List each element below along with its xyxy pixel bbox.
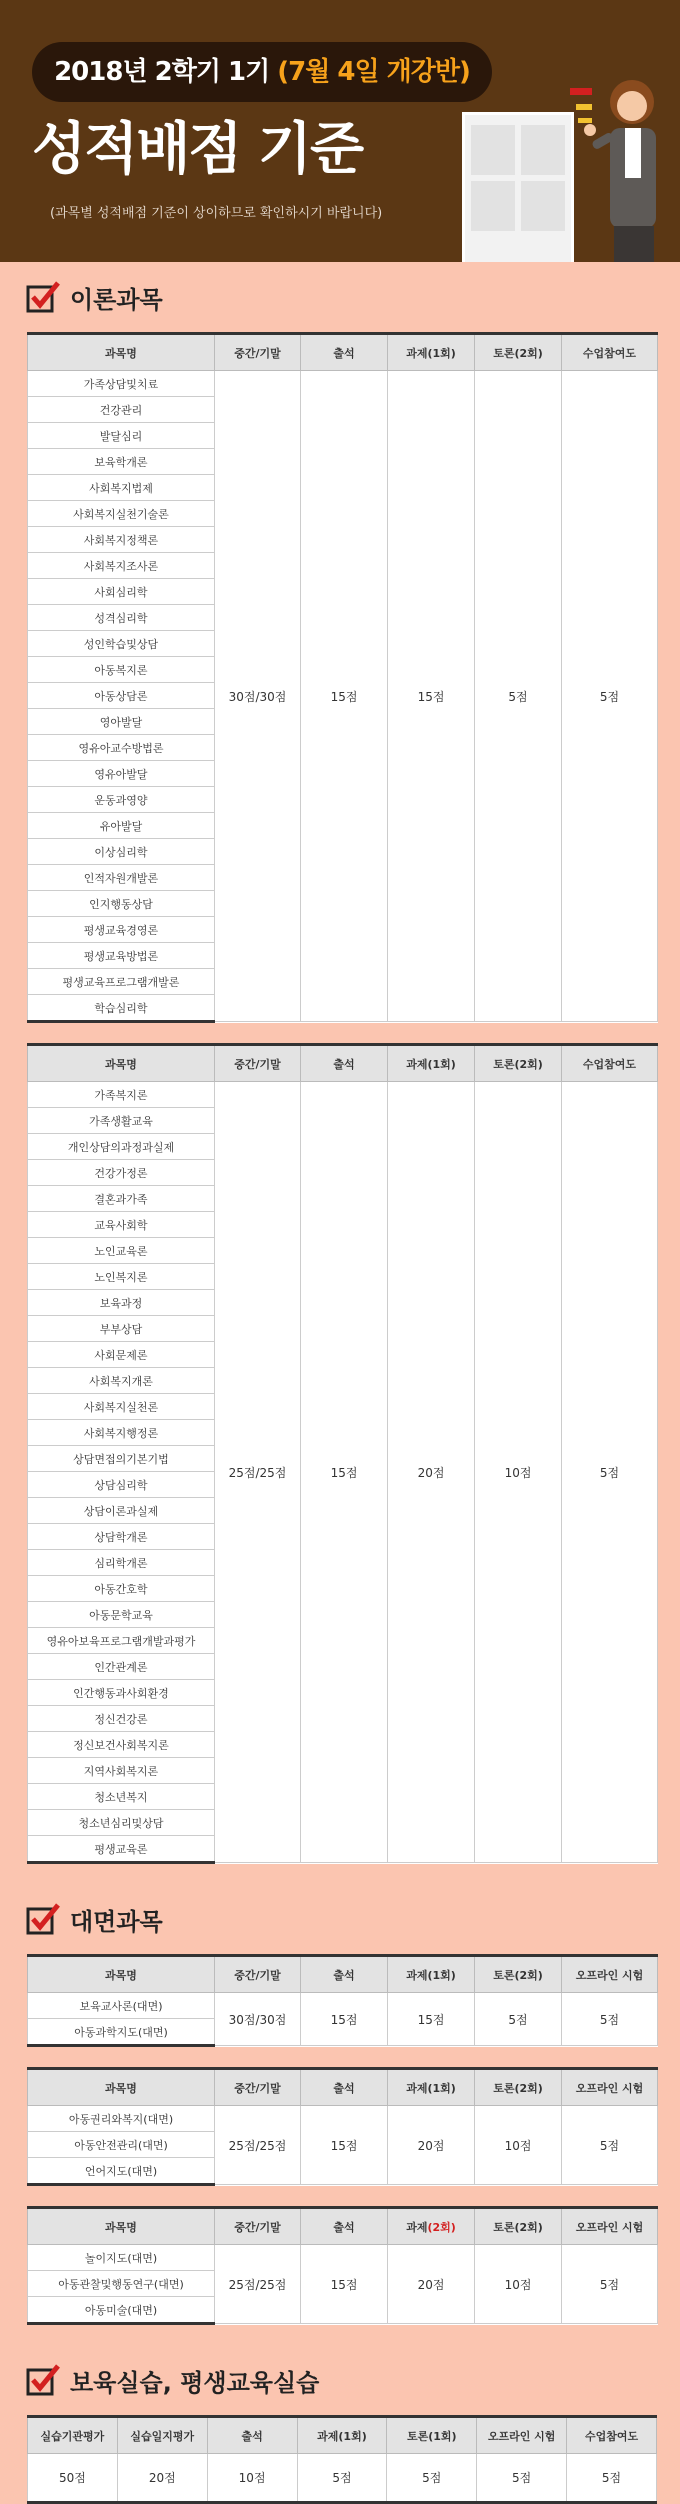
score-value: 5점 [387,2454,477,2503]
col-assignment-label: 과제 [406,2220,428,2234]
col-assignment-count: (2회) [427,2220,456,2234]
score-value: 15점 [301,1993,388,2046]
subject-name: 심리학개론 [28,1550,215,1576]
subject-name: 보육과정 [28,1290,215,1316]
score-value: 20점 [388,1082,475,1863]
score-value: 5점 [475,371,562,1022]
subject-name: 사회복지개론 [28,1368,215,1394]
score-value: 20점 [388,2106,475,2185]
subject-name: 개인상담의과정과실제 [28,1134,215,1160]
page-subtitle: (과목별 성적배점 기준이 상이하므로 확인하시기 바랍니다) [50,206,383,221]
score-value: 5점 [562,1993,658,2046]
col-subject: 과목명 [28,1956,215,1993]
col-attendance: 출석 [301,1956,388,1993]
subject-name: 언어지도(대면) [28,2158,215,2185]
practice-col: 출석 [207,2417,297,2454]
practice-col: 과제(1회) [297,2417,387,2454]
subject-name: 청소년복지 [28,1784,215,1810]
inperson-table-1 [27,1954,658,2047]
subject-name: 가족복지론 [28,1082,215,1108]
subject-name: 건강관리 [28,397,215,423]
subject-name: 인간행동과사회환경 [28,1680,215,1706]
hero-banner [0,0,680,262]
col-subject: 과목명 [28,2069,215,2106]
col-last: 오프라인 시험 [562,1956,658,1993]
whiteboard-illustration [462,112,574,262]
subject-name: 유아발달 [28,813,215,839]
score-value: 30점/30점 [215,1993,301,2046]
header-row [28,1045,658,1082]
col-attendance: 출석 [301,1045,388,1082]
subject-name: 부부상담 [28,1316,215,1342]
col-exam: 중간/기말 [215,2208,301,2245]
subject-name: 아동상담론 [28,683,215,709]
col-discussion: 토론(2회) [475,2069,562,2106]
score-value: 20점 [388,2245,475,2324]
score-value: 10점 [207,2454,297,2503]
score-value: 5점 [562,2245,658,2324]
table-row [28,2245,658,2271]
score-value: 50점 [28,2454,118,2503]
score-value: 5점 [567,2454,657,2503]
checkbox-icon [26,280,60,314]
inperson-section-header [0,1884,680,1954]
subject-name: 사회심리학 [28,579,215,605]
col-last: 수업참여도 [562,1045,658,1082]
table-row [28,1993,658,2019]
subject-name: 아동미술(대면) [28,2297,215,2324]
header-row [28,2417,657,2454]
col-exam: 중간/기말 [215,2069,301,2106]
col-assignment: 과제(1회) [388,2069,475,2106]
score-value: 15점 [301,2245,388,2324]
term-highlight: (7월 4일 개강반) [277,57,470,87]
col-discussion: 토론(2회) [475,1045,562,1082]
subject-name: 건강가정론 [28,1160,215,1186]
subject-name: 노인교육론 [28,1238,215,1264]
theory-table-1 [27,332,658,1023]
subject-name: 결혼과가족 [28,1186,215,1212]
subject-name: 상담심리학 [28,1472,215,1498]
col-attendance: 출석 [301,334,388,371]
subject-name: 영유아교수방법론 [28,735,215,761]
subject-name: 정신보건사회복지론 [28,1732,215,1758]
subject-name: 아동복지론 [28,657,215,683]
header-row [28,334,658,371]
checkbox-icon [26,2363,60,2397]
inperson-table-3 [27,2206,658,2325]
subject-name: 인지행동상담 [28,891,215,917]
practice-table [27,2415,657,2504]
inperson-table-2 [27,2067,658,2186]
section-title: 이론과목 [70,285,163,314]
table-row [28,2454,657,2503]
col-exam: 중간/기말 [215,1956,301,1993]
subject-name: 영유아발달 [28,761,215,787]
subject-name: 아동간호학 [28,1576,215,1602]
subject-name: 이상심리학 [28,839,215,865]
score-value: 15점 [388,371,475,1022]
subject-name: 아동안전관리(대면) [28,2132,215,2158]
subject-name: 영유아보육프로그램개발과평가 [28,1628,215,1654]
score-value: 5점 [297,2454,387,2503]
col-subject: 과목명 [28,2208,215,2245]
score-value: 10점 [475,2245,562,2324]
score-value: 30점/30점 [215,371,301,1022]
score-value: 5점 [562,371,658,1022]
col-assignment [388,2208,475,2245]
subject-name: 보육교사론(대면) [28,1993,215,2019]
col-exam: 중간/기말 [215,334,301,371]
subject-name: 아동문학교육 [28,1602,215,1628]
col-assignment: 과제(1회) [388,1956,475,1993]
subject-name: 사회복지법제 [28,475,215,501]
checkbox-icon [26,1902,60,1936]
theory-table-2 [27,1043,658,1864]
subject-name: 상담이론과실제 [28,1498,215,1524]
page-title: 성적배점 기준 [32,117,363,182]
subject-name: 사회복지정책론 [28,527,215,553]
subject-name: 아동관찰및행동연구(대면) [28,2271,215,2297]
score-value: 10점 [475,2106,562,2185]
col-discussion: 토론(2회) [475,2208,562,2245]
col-last: 오프라인 시험 [562,2069,658,2106]
subject-name: 학습심리학 [28,995,215,1022]
section-title: 보육실습, 평생교육실습 [70,2368,320,2397]
subject-name: 사회복지실천론 [28,1394,215,1420]
subject-name: 운동과영양 [28,787,215,813]
col-assignment: 과제(1회) [388,1045,475,1082]
subject-name: 놀이지도(대면) [28,2245,215,2271]
subject-name: 아동권리와복지(대면) [28,2106,215,2132]
subject-name: 인간관계론 [28,1654,215,1680]
subject-name: 청소년심리및상담 [28,1810,215,1836]
practice-col: 토론(1회) [387,2417,477,2454]
col-attendance: 출석 [301,2069,388,2106]
score-value: 10점 [475,1082,562,1863]
theory-section-header [0,262,680,332]
col-last: 수업참여도 [562,334,658,371]
score-value: 15점 [301,371,388,1022]
score-value: 5점 [475,1993,562,2046]
table-row [28,2106,658,2132]
col-discussion: 토론(2회) [475,334,562,371]
col-attendance: 출석 [301,2208,388,2245]
score-value: 15점 [301,1082,388,1863]
header-row [28,1956,658,1993]
header-row [28,2069,658,2106]
subject-name: 발달심리 [28,423,215,449]
subject-name: 아동과학지도(대면) [28,2019,215,2046]
col-assignment: 과제(1회) [388,334,475,371]
col-subject: 과목명 [28,334,215,371]
subject-name: 상담학개론 [28,1524,215,1550]
score-value: 5점 [477,2454,567,2503]
subject-name: 인적자원개발론 [28,865,215,891]
subject-name: 가족생활교육 [28,1108,215,1134]
score-value: 5점 [562,2106,658,2185]
term-label: 2018년 2학기 1기 [54,57,278,87]
score-value: 25점/25점 [215,2106,301,2185]
subject-name: 성인학습및상담 [28,631,215,657]
subject-name: 사회문제론 [28,1342,215,1368]
col-subject: 과목명 [28,1045,215,1082]
practice-col: 수업참여도 [567,2417,657,2454]
subject-name: 지역사회복지론 [28,1758,215,1784]
subject-name: 평생교육론 [28,1836,215,1863]
practice-col: 실습기관평가 [28,2417,118,2454]
col-offline-exam: 오프라인 시험 [562,2208,658,2245]
term-badge [32,42,492,102]
score-value: 20점 [117,2454,207,2503]
subject-name: 사회복지행정론 [28,1420,215,1446]
score-value: 15점 [388,1993,475,2046]
practice-col: 오프라인 시험 [477,2417,567,2454]
subject-name: 사회복지실천기술론 [28,501,215,527]
table-row [28,371,658,397]
subject-name: 정신건강론 [28,1706,215,1732]
score-value: 25점/25점 [215,2245,301,2324]
teacher-illustration [570,60,670,262]
subject-name: 성격심리학 [28,605,215,631]
subject-name: 영아발달 [28,709,215,735]
score-value: 15점 [301,2106,388,2185]
subject-name: 평생교육프로그램개발론 [28,969,215,995]
practice-col: 실습일지평가 [117,2417,207,2454]
subject-name: 보육학개론 [28,449,215,475]
section-title: 대면과목 [70,1907,163,1936]
subject-name: 사회복지조사론 [28,553,215,579]
subject-name: 가족상담및치료 [28,371,215,397]
col-discussion: 토론(2회) [475,1956,562,1993]
score-value: 5점 [562,1082,658,1863]
subject-name: 상담면접의기본기법 [28,1446,215,1472]
subject-name: 교육사회학 [28,1212,215,1238]
score-value: 25점/25점 [215,1082,301,1863]
subject-name: 평생교육경영론 [28,917,215,943]
col-exam: 중간/기말 [215,1045,301,1082]
subject-name: 평생교육방법론 [28,943,215,969]
practice-section-header [0,2345,680,2415]
table-row [28,1082,658,1108]
subject-name: 노인복지론 [28,1264,215,1290]
